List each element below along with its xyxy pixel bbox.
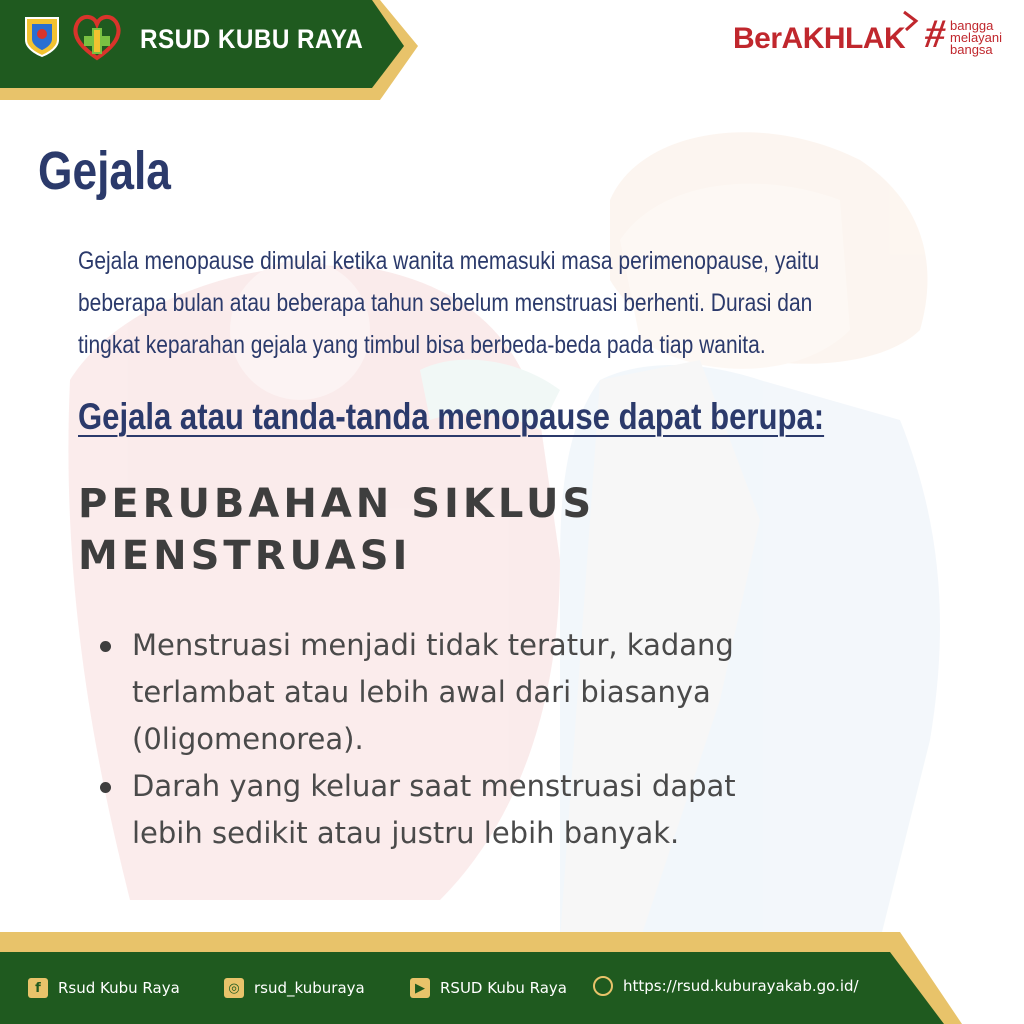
instagram-link[interactable]: ◎ rsud_kuburaya — [224, 978, 365, 998]
page-title: Gejala — [38, 141, 171, 201]
intro-line: Gejala menopause dimulai ketika wanita memasuki masa perimenopause, yaitu — [78, 247, 820, 275]
youtube-link[interactable]: ▶ RSUD Kubu Raya — [410, 978, 567, 998]
hospital-name: RSUD KUBU RAYA — [140, 24, 364, 54]
regency-logo-icon — [22, 14, 62, 58]
intro-paragraph — [78, 240, 952, 366]
intro-line: beberapa bulan atau beberapa tahun sebelum menstruasi berhenti. Durasi dan — [78, 289, 813, 317]
symptom-list — [100, 622, 820, 857]
list-item: Menstruasi menjadi tidak teratur, kadang terlambat atau lebih awal dari biasanya (0ligomenorea). — [100, 622, 820, 763]
bullet-icon — [100, 782, 111, 793]
website-link[interactable]: https://rsud.kuburayakab.go.id/ — [593, 976, 859, 996]
hashtag-icon: # — [925, 11, 945, 56]
section-heading: PERUBAHAN SIKLUS MENSTRUASI — [78, 481, 596, 579]
globe-icon — [593, 976, 613, 996]
chevron-accent-icon — [900, 10, 922, 32]
facebook-icon: f — [28, 978, 48, 998]
list-item: Darah yang keluar saat menstruasi dapat lebih sedikit atau justru lebih banyak. — [100, 763, 820, 857]
berakhlak-logo: BerAKHLAK — [733, 22, 906, 55]
bangga-melayani-bangsa-tagline: bangga melayani bangsa — [950, 18, 1003, 57]
bullet-icon — [100, 641, 111, 652]
symptoms-subheading: Gejala atau tanda-tanda menopause dapat berupa: — [78, 396, 825, 437]
youtube-icon: ▶ — [410, 978, 430, 998]
instagram-icon: ◎ — [224, 978, 244, 998]
hospital-logo-icon — [70, 10, 124, 62]
intro-line: tingkat keparahan gejala yang timbul bisa berbeda-beda pada tiap wanita. — [78, 331, 766, 359]
facebook-link[interactable]: f Rsud Kubu Raya — [28, 978, 180, 998]
